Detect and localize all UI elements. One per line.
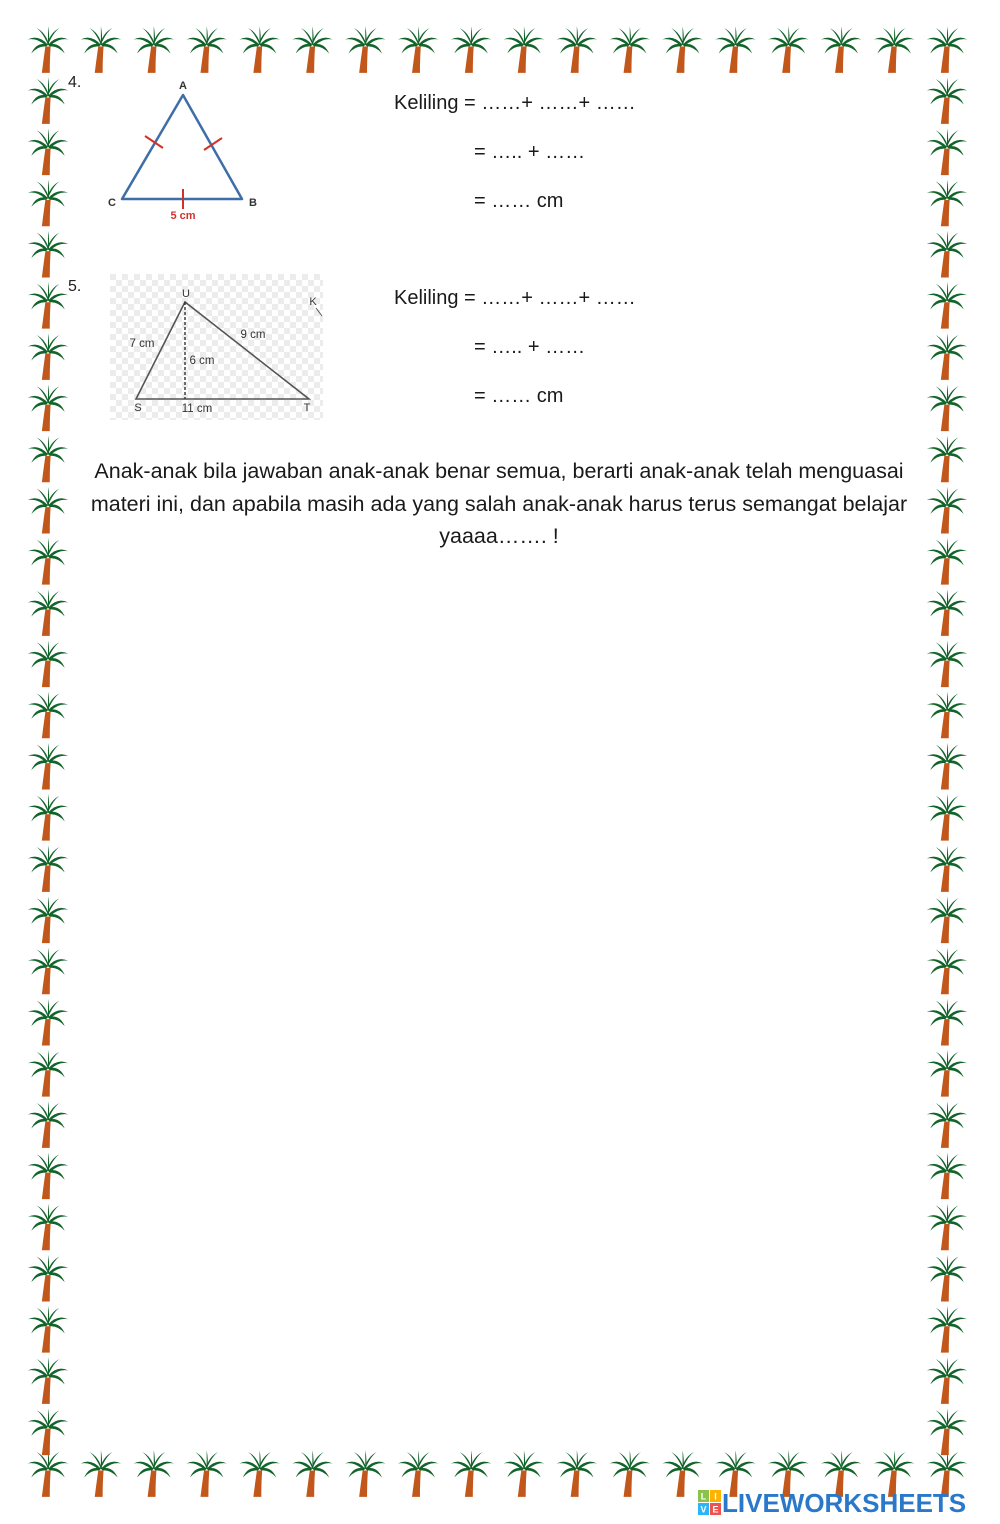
- palm-tree-icon: [345, 1450, 385, 1497]
- palm-tree-icon: [927, 128, 967, 175]
- palm-tree-icon: [398, 1450, 438, 1497]
- palm-tree-icon: [28, 282, 68, 329]
- palm-tree-icon: [927, 180, 967, 227]
- base-label: 11 cm: [181, 403, 213, 415]
- palm-tree-icon: [28, 589, 68, 636]
- question-number: 4.: [68, 74, 82, 91]
- vertex-label: B: [249, 197, 257, 209]
- palm-tree-icon: [662, 1450, 702, 1497]
- palm-tree-icon: [927, 1357, 967, 1404]
- live-logo-icon: [698, 1490, 722, 1516]
- palm-tree-icon: [927, 794, 967, 841]
- palm-tree-icon: [927, 1204, 967, 1251]
- palm-tree-icon: [28, 333, 68, 380]
- palm-tree-icon: [609, 1450, 649, 1497]
- vertex-label: A: [179, 80, 187, 92]
- brand-text: LIVEWORKSHEETS: [722, 1487, 967, 1518]
- palm-tree-icon: [292, 1450, 332, 1497]
- palm-tree-icon: [927, 692, 967, 739]
- palm-tree-icon: [28, 180, 68, 227]
- palm-tree-icon: [451, 1450, 491, 1497]
- palm-tree-icon: [927, 896, 967, 943]
- question-number: 5.: [68, 278, 82, 295]
- vertex-label: U: [182, 288, 190, 300]
- palm-tree-icon: [927, 436, 967, 483]
- palm-tree-icon: [186, 1450, 226, 1497]
- palm-tree-icon: [927, 845, 967, 892]
- palm-tree-icon: [451, 26, 491, 73]
- palm-tree-icon: [927, 1101, 967, 1148]
- palm-tree-icon: [28, 1450, 68, 1497]
- svg-text:E: E: [712, 1504, 719, 1515]
- palm-tree-icon: [28, 128, 68, 175]
- liveworksheets-logo: [698, 1488, 966, 1518]
- triangle-abc: [122, 95, 242, 199]
- svg-text:V: V: [700, 1504, 707, 1515]
- palm-tree-icon: [239, 26, 279, 73]
- palm-tree-icon: [768, 26, 808, 73]
- palm-tree-icon: [557, 1450, 597, 1497]
- palm-tree-icon: [81, 26, 121, 73]
- palm-tree-icon: [927, 1050, 967, 1097]
- palm-tree-icon: [28, 1050, 68, 1097]
- palm-tree-icon: [28, 538, 68, 585]
- palm-tree-icon: [927, 999, 967, 1046]
- scalene-triangle-figure: [110, 274, 325, 420]
- palm-tree-icon: [28, 999, 68, 1046]
- vertex-label: K: [309, 296, 317, 308]
- palm-tree-icon: [28, 1255, 68, 1302]
- palm-tree-icon: [28, 845, 68, 892]
- palm-tree-icon: [557, 26, 597, 73]
- palm-tree-icon: [28, 1306, 68, 1353]
- palm-tree-icon: [927, 640, 967, 687]
- palm-tree-icon: [28, 692, 68, 739]
- perimeter-line-1: Keliling = ……+ ……+ ……: [394, 92, 636, 114]
- encouragement-message: Anak-anak bila jawaban anak-anak benar semua, berarti anak-anak telah menguasai materi ini, dan apabila masih ada yang salah anak-anak harus terus semangat belajar yaaaa……. !: [90, 459, 908, 548]
- palm-tree-icon: [134, 1450, 174, 1497]
- isosceles-triangle-figure: [100, 78, 270, 228]
- palm-tree-icon: [609, 26, 649, 73]
- perimeter-line-1: Keliling = ……+ ……+ ……: [394, 287, 636, 309]
- palm-tree-icon: [927, 1152, 967, 1199]
- perimeter-line-2: = ….. + ……: [474, 336, 586, 358]
- vertex-label: S: [134, 402, 142, 414]
- palm-tree-icon: [927, 1306, 967, 1353]
- perimeter-line-3: = …… cm: [474, 190, 564, 212]
- palm-tree-icon: [28, 948, 68, 995]
- palm-tree-icon: [874, 26, 914, 73]
- palm-tree-icon: [504, 26, 544, 73]
- palm-tree-icon: [927, 231, 967, 278]
- palm-tree-icon: [927, 743, 967, 790]
- palm-tree-icon: [28, 1152, 68, 1199]
- svg-text:L: L: [700, 1491, 707, 1502]
- palm-tree-icon: [28, 26, 68, 73]
- palm-tree-icon: [28, 794, 68, 841]
- vertex-label: T: [303, 402, 311, 414]
- vertex-label: C: [108, 197, 116, 209]
- palm-tree-icon: [927, 589, 967, 636]
- height-label: 6 cm: [189, 355, 215, 367]
- palm-tree-icon: [821, 26, 861, 73]
- side-length-label: 7 cm: [129, 338, 155, 350]
- palm-tree-icon: [28, 231, 68, 278]
- perimeter-line-2: = ….. + ……: [474, 141, 586, 163]
- side-length-label: 9 cm: [240, 329, 266, 341]
- palm-tree-icon: [504, 1450, 544, 1497]
- palm-tree-icon: [927, 538, 967, 585]
- svg-text:I: I: [714, 1491, 717, 1502]
- palm-tree-icon: [239, 1450, 279, 1497]
- palm-tree-icon: [28, 1408, 68, 1455]
- palm-tree-icon: [28, 743, 68, 790]
- palm-tree-icon: [927, 948, 967, 995]
- palm-tree-icon: [927, 282, 967, 329]
- palm-tree-icon: [28, 487, 68, 534]
- palm-tree-icon: [398, 26, 438, 73]
- perimeter-line-3: = …… cm: [474, 385, 564, 407]
- palm-tree-icon: [81, 1450, 121, 1497]
- palm-tree-icon: [28, 896, 68, 943]
- palm-tree-icon: [927, 77, 967, 124]
- palm-tree-icon: [28, 436, 68, 483]
- palm-tree-icon: [28, 1101, 68, 1148]
- palm-tree-icon: [292, 26, 332, 73]
- side-length-label: 5 cm: [170, 210, 196, 222]
- palm-tree-icon: [927, 333, 967, 380]
- palm-tree-icon: [28, 1204, 68, 1251]
- palm-tree-icon: [134, 26, 174, 73]
- palm-tree-icon: [28, 1357, 68, 1404]
- palm-tree-icon: [28, 640, 68, 687]
- palm-tree-icon: [927, 487, 967, 534]
- palm-tree-icon: [927, 384, 967, 431]
- palm-tree-icon: [927, 26, 967, 73]
- palm-tree-icon: [28, 384, 68, 431]
- palm-tree-icon: [28, 77, 68, 124]
- palm-tree-icon: [927, 1408, 967, 1455]
- palm-tree-icon: [345, 26, 385, 73]
- palm-tree-icon: [186, 26, 226, 73]
- palm-tree-icon: [715, 26, 755, 73]
- palm-tree-icon: [662, 26, 702, 73]
- palm-tree-icon: [927, 1255, 967, 1302]
